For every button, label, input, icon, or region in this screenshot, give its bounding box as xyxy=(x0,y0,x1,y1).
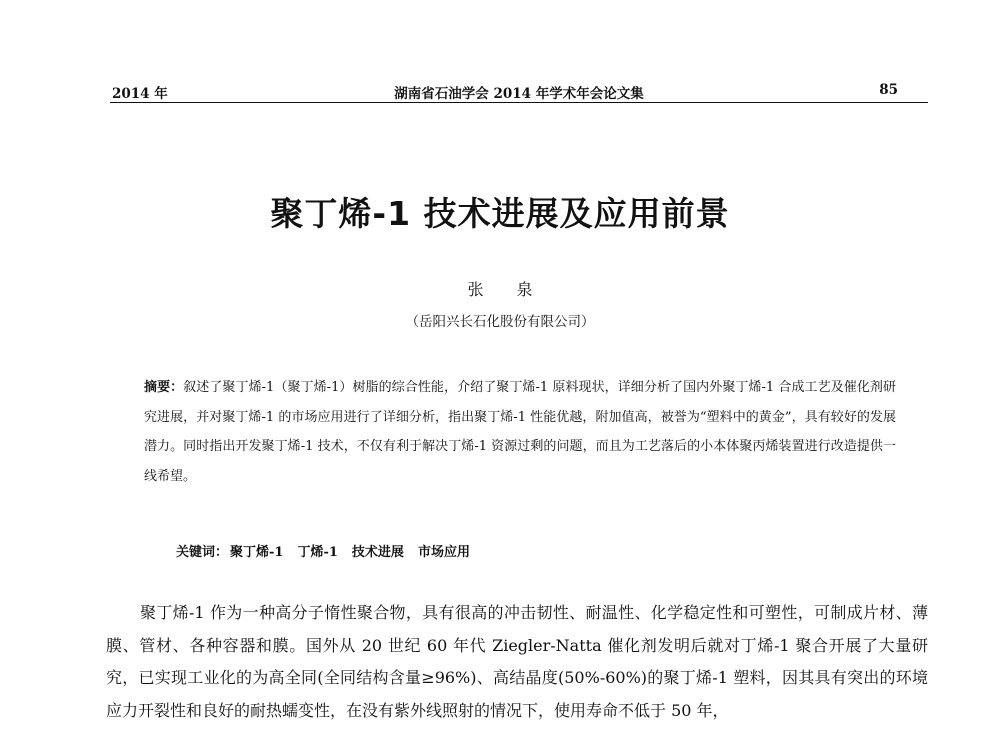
body-paragraph: 聚丁烯-1 作为一种高分子惰性聚合物，具有很高的冲击韧性、耐温性、化学稳定性和可塑性，可制成片材、薄膜、管材、各种容器和膜。国外从 20 世纪 60 年代 Ziegler-Natta 催化剂发明后就对丁烯-1 聚合开展了大量研究，已实现工业化的为高全同(全同结构含量≥96%)、高结晶度(50%-60%)的聚丁烯-1 塑料，因其具有突出的环境应力开裂性和良好的耐热蠕变性，在没有紫外线照射的情况下，使用寿命不低于 50 年， xyxy=(106,603,928,720)
header-journal-title: 湖南省石油学会 2014 年学术年会论文集 xyxy=(394,86,644,102)
author-affiliation: （岳阳兴长石化股份有限公司） xyxy=(405,314,595,330)
header-year: 2014 年 xyxy=(112,86,168,102)
abstract xyxy=(144,373,896,491)
abstract-text: 叙述了聚丁烯-1（聚丁烯-1）树脂的综合性能，介绍了聚丁烯-1 原料现状，详细分析了国内外聚丁烯-1 合成工艺及催化剂研究进展，并对聚丁烯-1 的市场应用进行了详细分析，指出聚丁烯-1 性能优越，附加值高，被誉为“塑料中的黄金”，具有较好的发展潜力。同时指出开发聚丁烯-1 技术，不仅有利于解决丁烯-1 资源过剩的问题，而且为工艺落后的小本体聚丙烯装置进行改造提供一线希望。 xyxy=(144,380,896,484)
abstract-label: 摘要： xyxy=(144,380,184,395)
page-number: 85 xyxy=(879,82,898,98)
keyword-item: 聚丁烯-1 xyxy=(230,545,284,560)
paper-title: 聚丁烯-1 技术进展及应用前景 xyxy=(270,194,730,233)
author-name: 张 泉 xyxy=(467,280,547,299)
keywords xyxy=(176,541,484,560)
keyword-item: 技术进展 xyxy=(351,545,404,560)
keyword-item: 市场应用 xyxy=(417,545,470,560)
keywords-label: 关键词： xyxy=(176,545,229,560)
running-header xyxy=(110,80,928,103)
keyword-item: 丁烯-1 xyxy=(297,545,338,560)
